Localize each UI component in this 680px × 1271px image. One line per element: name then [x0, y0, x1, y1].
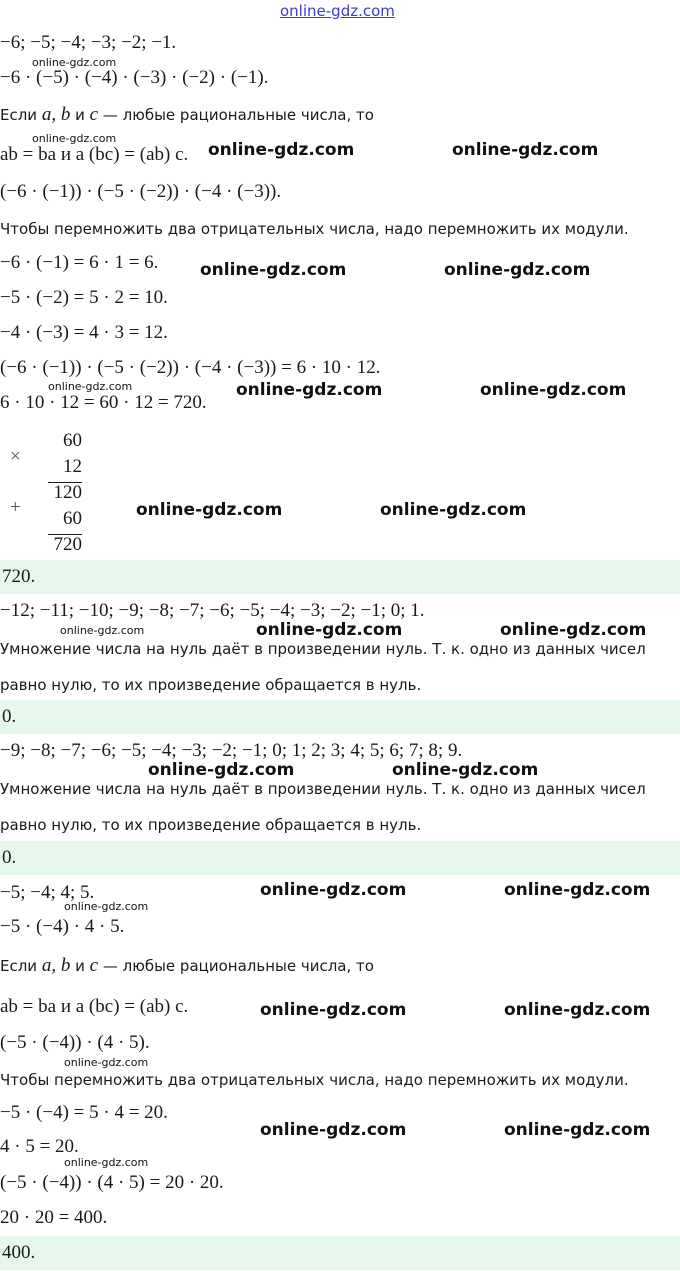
column-row-3: 120 [53, 482, 82, 503]
rule-prefix: Если [0, 957, 42, 975]
rule-suffix: — любые рациональные числа, то [98, 106, 374, 124]
answer-value: 720. [2, 566, 36, 587]
rule-and: и [70, 106, 90, 124]
step-5: 6 · 10 · 12 = 60 · 12 = 720. [0, 392, 207, 413]
column-row-5: 720 [53, 534, 82, 555]
watermark: online-gdz.com [504, 880, 651, 900]
plus-sign: + [10, 497, 21, 518]
watermark: online-gdz.com [452, 140, 599, 160]
watermark: online-gdz.com [444, 260, 591, 280]
zero-rule-text: Умножение числа на нуль даёт в произведении нуль. Т. к. одно из данных чисел [0, 640, 646, 658]
rule-text [0, 104, 374, 126]
commutative-law: ab = ba и a (bc) = (ab) c. [0, 996, 189, 1017]
column-row-1: 60 [63, 430, 82, 451]
step-4: (−6 · (−1)) · (−5 · (−2)) · (−4 · (−3)) = 6 · 10 · 12. [0, 357, 381, 378]
numbers-list: −12; −11; −10; −9; −8; −7; −6; −5; −4; −3; −2; −1; 0; 1. [0, 600, 425, 621]
column-row-2: 12 [63, 456, 82, 477]
product-expression: −5 · (−4) · 4 · 5. [0, 916, 125, 937]
numbers-list: −6; −5; −4; −3; −2; −1. [0, 32, 177, 53]
step-1: −5 · (−4) = 5 · 4 = 20. [0, 1102, 168, 1123]
rule-vars: a, b [41, 955, 71, 976]
numbers-list: −9; −8; −7; −6; −5; −4; −3; −2; −1; 0; 1; 2; 3; 4; 5; 6; 7; 8; 9. [0, 740, 463, 761]
grouped-expression: (−5 · (−4)) · (4 · 5). [0, 1032, 150, 1053]
watermark-small: online-gdz.com [64, 900, 149, 913]
watermark-small: online-gdz.com [32, 56, 117, 69]
answer-box [0, 700, 680, 734]
answer-box [0, 1236, 680, 1270]
answer-box [0, 841, 680, 875]
answer-value: 400. [2, 1242, 36, 1263]
watermark: online-gdz.com [208, 140, 355, 160]
zero-rule-text: Умножение числа на нуль даёт в произведении нуль. Т. к. одно из данных чисел [0, 780, 646, 798]
times-sign: × [10, 446, 21, 467]
commutative-law: ab = ba и a (bc) = (ab) c. [0, 144, 189, 165]
watermark: online-gdz.com [500, 620, 647, 640]
rule-var-c: c [89, 955, 99, 976]
numbers-list: −5; −4; 4; 5. [0, 882, 95, 903]
watermark: online-gdz.com [504, 1000, 651, 1020]
column-row-4: 60 [63, 508, 82, 529]
watermark: online-gdz.com [392, 760, 539, 780]
rule-vars: a, b [41, 104, 71, 125]
watermark-small: online-gdz.com [64, 1056, 149, 1069]
watermark: online-gdz.com [260, 1000, 407, 1020]
watermark-small: online-gdz.com [48, 380, 133, 393]
step-2: 4 · 5 = 20. [0, 1136, 79, 1157]
zero-rule-text-cont: равно нулю, то их произведение обращается в нуль. [0, 676, 422, 694]
watermark: online-gdz.com [200, 260, 347, 280]
negative-rule-text: Чтобы перемножить два отрицательных числа, надо перемножить их модули. [0, 1071, 629, 1089]
site-watermark-link[interactable]: online-gdz.com [280, 2, 395, 20]
grouped-expression: (−6 · (−1)) · (−5 · (−2)) · (−4 · (−3)). [0, 181, 282, 202]
step-4: 20 · 20 = 400. [0, 1207, 108, 1228]
rule-and: и [70, 957, 90, 975]
rule-suffix: — любые рациональные числа, то [98, 957, 374, 975]
step-3: −4 · (−3) = 4 · 3 = 12. [0, 322, 168, 343]
watermark: online-gdz.com [480, 380, 627, 400]
watermark: online-gdz.com [260, 1120, 407, 1140]
watermark-small: online-gdz.com [32, 132, 117, 145]
watermark: online-gdz.com [380, 500, 527, 520]
watermark: online-gdz.com [256, 620, 403, 640]
rule-var-c: c [89, 104, 99, 125]
rule-prefix: Если [0, 106, 42, 124]
answer-box [0, 560, 680, 594]
watermark: online-gdz.com [504, 1120, 651, 1140]
negative-rule-text: Чтобы перемножить два отрицательных числа, надо перемножить их модули. [0, 220, 629, 238]
watermark-small: online-gdz.com [64, 1156, 149, 1169]
product-expression: −6 · (−5) · (−4) · (−3) · (−2) · (−1). [0, 67, 269, 88]
step-2: −5 · (−2) = 5 · 2 = 10. [0, 287, 168, 308]
step-3: (−5 · (−4)) · (4 · 5) = 20 · 20. [0, 1172, 224, 1193]
zero-rule-text-cont: равно нулю, то их произведение обращается в нуль. [0, 816, 422, 834]
answer-value: 0. [2, 706, 17, 727]
watermark: online-gdz.com [260, 880, 407, 900]
watermark: online-gdz.com [148, 760, 295, 780]
watermark-small: online-gdz.com [60, 624, 145, 637]
watermark: online-gdz.com [236, 380, 383, 400]
step-1: −6 · (−1) = 6 · 1 = 6. [0, 252, 159, 273]
watermark: online-gdz.com [136, 500, 283, 520]
answer-value: 0. [2, 847, 17, 868]
rule-text [0, 955, 374, 977]
